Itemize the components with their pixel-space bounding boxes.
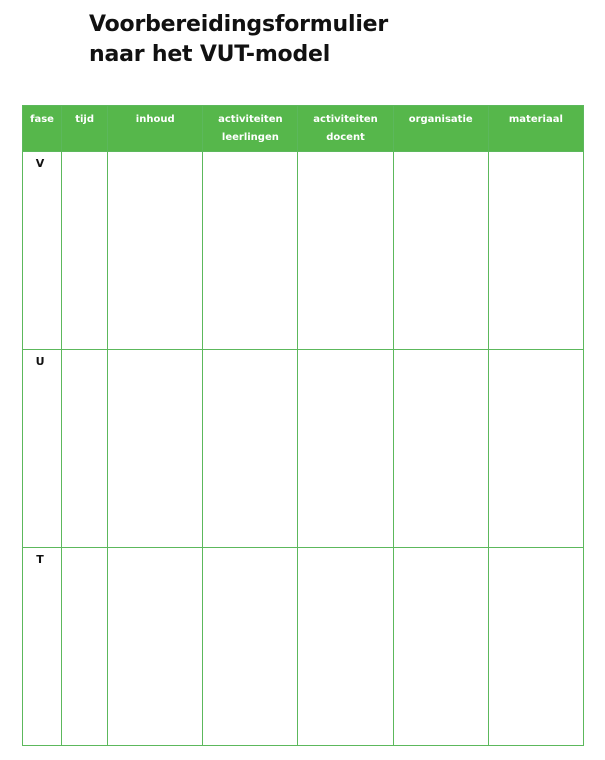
column-header-materiaal [488,106,583,152]
column-header-fase [23,106,62,152]
phase-cell [23,548,62,746]
organisatie-cell[interactable] [393,548,488,746]
column-header-activiteiten-docent-line-1: activiteiten [313,114,378,125]
vut-preparation-table [22,105,584,746]
table-row-t [23,548,584,746]
materiaal-cell[interactable] [488,548,583,746]
column-header-activiteiten-docent-line-2: docent [326,132,365,143]
activiteiten-docent-cell[interactable] [298,350,393,548]
column-header-tijd-label: tijd [75,114,94,125]
tijd-cell[interactable] [62,152,108,350]
column-header-activiteiten-leerlingen [203,106,298,152]
column-header-organisatie [393,106,488,152]
column-header-organisatie-label: organisatie [408,114,473,125]
phase-label-v: V [35,157,45,170]
form-title-line-2: naar het VUT-model [89,42,331,67]
phase-label-t: T [36,553,44,566]
table-row-u [23,350,584,548]
activiteiten-leerlingen-cell[interactable] [203,350,298,548]
activiteiten-leerlingen-cell[interactable] [203,548,298,746]
column-header-activiteiten-leerlingen-line-1: activiteiten [218,114,283,125]
column-header-activiteiten-leerlingen-line-2: leerlingen [221,132,279,143]
activiteiten-leerlingen-cell[interactable] [203,152,298,350]
activiteiten-docent-cell[interactable] [298,548,393,746]
materiaal-cell[interactable] [488,350,583,548]
organisatie-cell[interactable] [393,152,488,350]
column-header-inhoud-label: inhoud [135,114,175,125]
column-header-fase-label: fase [30,114,54,125]
header-row [23,106,584,152]
phase-label-u: U [35,355,45,368]
materiaal-cell[interactable] [488,152,583,350]
inhoud-cell[interactable] [108,350,203,548]
inhoud-cell[interactable] [108,548,203,746]
phase-cell [23,350,62,548]
inhoud-cell[interactable] [108,152,203,350]
form-title [89,10,388,70]
form-title-line-1: Voorbereidingsformulier [89,12,389,37]
column-header-activiteiten-docent [298,106,393,152]
activiteiten-docent-cell[interactable] [298,152,393,350]
column-header-tijd [62,106,108,152]
table-row-v [23,152,584,350]
column-header-materiaal-label: materiaal [508,114,563,125]
organisatie-cell[interactable] [393,350,488,548]
tijd-cell[interactable] [62,350,108,548]
column-header-inhoud [108,106,203,152]
phase-cell [23,152,62,350]
tijd-cell[interactable] [62,548,108,746]
